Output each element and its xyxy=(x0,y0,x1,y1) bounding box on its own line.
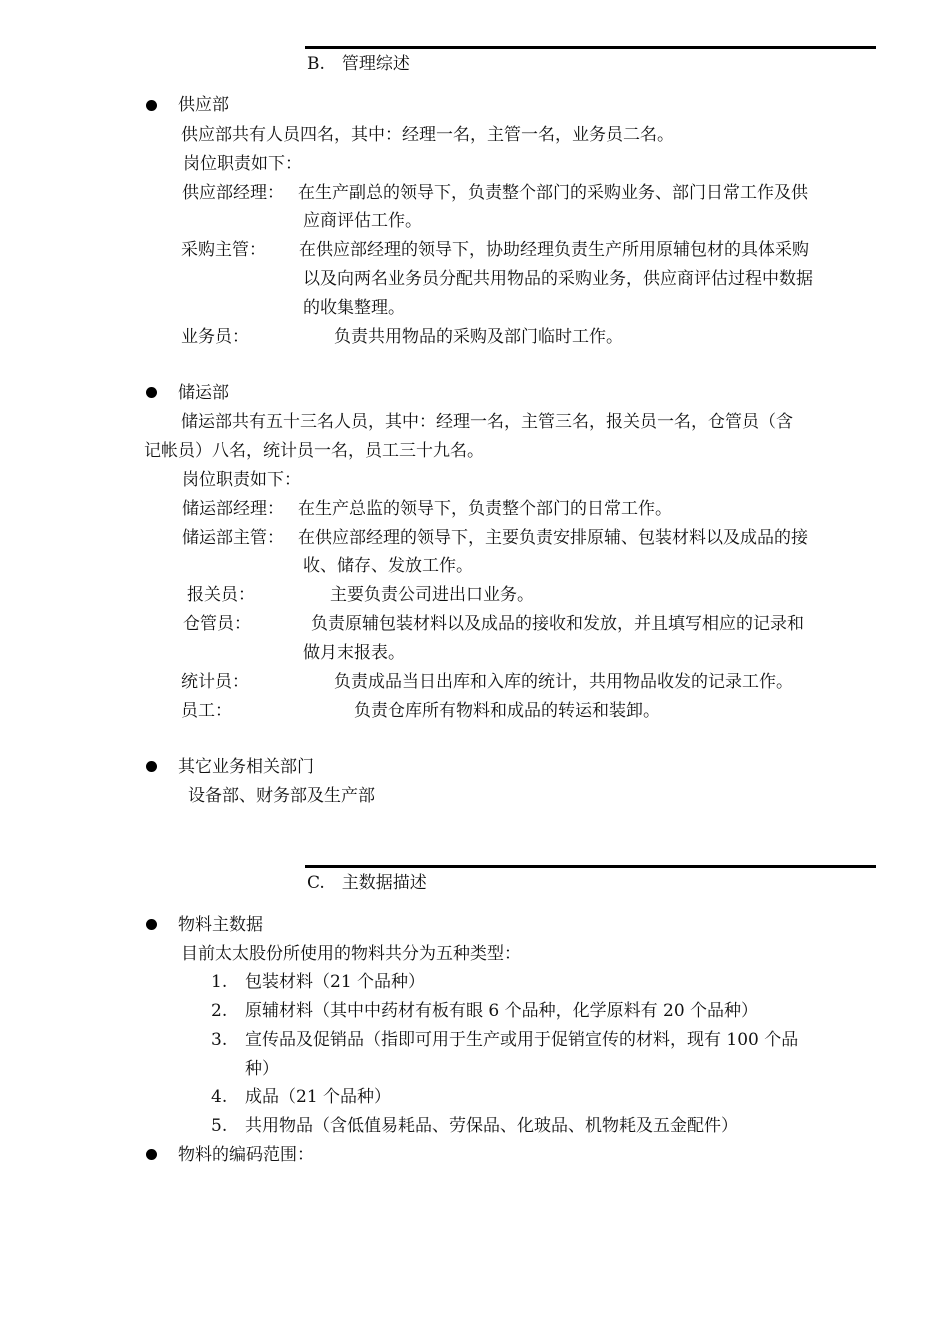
supply-duties-label: 岗位职责如下： xyxy=(183,154,302,174)
other-title: 其它业务相关部门 xyxy=(178,757,314,777)
storage-supervisor-duty: 在供应部经理的领导下，主要负责安排原辅、包装材料以及成品的接 xyxy=(298,528,808,548)
list-item: 原辅材料（其中中药材有板有眼 6 个品种，化学原料有 20 个品种） xyxy=(245,1001,759,1021)
storage-manager-duty: 在生产总监的领导下，负责整个部门的日常工作。 xyxy=(298,499,672,519)
storage-duties-label: 岗位职责如下： xyxy=(182,470,301,490)
stat-label: 统计员： xyxy=(181,672,249,692)
list-number: 5. xyxy=(211,1116,228,1136)
storage-manager-label: 储运部经理： xyxy=(182,499,284,519)
bullet-icon xyxy=(146,1149,157,1160)
material-title: 物料主数据 xyxy=(178,915,263,935)
storage-intro: 储运部共有五十三名人员，其中：经理一名，主管三名，报关员一名，仓管员（含 xyxy=(181,412,793,432)
section-b-heading: B. 管理综述 xyxy=(307,54,410,74)
staff-label: 员工： xyxy=(181,701,232,721)
list-number: 1. xyxy=(211,972,228,992)
list-item: 包装材料（21 个品种） xyxy=(245,972,426,992)
list-item: 共用物品（含低值易耗品、劳保品、化玻品、机物耗及五金配件） xyxy=(245,1116,738,1136)
storage-supervisor-label: 储运部主管： xyxy=(182,528,284,548)
storage-supervisor-duty-cont: 收、储存、发放工作。 xyxy=(303,556,473,576)
material-intro: 目前太太股份所使用的物料共分为五种类型： xyxy=(181,944,521,964)
section-b-rule xyxy=(305,46,876,49)
supply-supervisor-label: 采购主管： xyxy=(181,240,266,260)
staff-duty: 负责仓库所有物料和成品的转运和装卸。 xyxy=(354,701,660,721)
bullet-icon xyxy=(146,761,157,772)
supply-supervisor-duty-cont2: 的收集整理。 xyxy=(303,298,405,318)
list-item: 成品（21 个品种） xyxy=(245,1087,392,1107)
other-text: 设备部、财务部及生产部 xyxy=(188,786,375,806)
bullet-icon xyxy=(146,919,157,930)
keeper-label: 仓管员： xyxy=(183,614,251,634)
list-number: 4. xyxy=(211,1087,228,1107)
customs-duty: 主要负责公司进出口业务。 xyxy=(330,585,534,605)
list-item-cont: 种） xyxy=(245,1059,279,1079)
section-c-heading: C. 主数据描述 xyxy=(307,873,427,893)
bullet-icon xyxy=(146,387,157,398)
list-item: 宣传品及促销品（指即可用于生产或用于促销宣传的材料，现有 100 个品 xyxy=(245,1030,799,1050)
supply-clerk-label: 业务员： xyxy=(181,327,249,347)
keeper-duty: 负责原辅包装材料以及成品的接收和发放，并且填写相应的记录和 xyxy=(311,614,804,634)
bullet-icon xyxy=(146,100,157,111)
supply-supervisor-duty-cont: 以及向两名业务员分配共用物品的采购业务，供应商评估过程中数据 xyxy=(303,269,813,289)
keeper-duty-cont: 做月末报表。 xyxy=(303,643,405,663)
supply-intro: 供应部共有人员四名，其中：经理一名，主管一名，业务员二名。 xyxy=(181,125,674,145)
list-number: 2. xyxy=(211,1001,228,1021)
storage-intro-cont: 记帐员）八名，统计员一名，员工三十九名。 xyxy=(144,441,484,461)
supply-manager-duty: 在生产副总的领导下，负责整个部门的采购业务、部门日常工作及供 xyxy=(298,183,808,203)
section-c-rule xyxy=(305,865,876,868)
supply-manager-duty-cont: 应商评估工作。 xyxy=(303,211,422,231)
list-number: 3. xyxy=(211,1030,228,1050)
coding-title: 物料的编码范围： xyxy=(178,1145,314,1165)
stat-duty: 负责成品当日出库和入库的统计，共用物品收发的记录工作。 xyxy=(334,672,793,692)
supply-clerk-duty: 负责共用物品的采购及部门临时工作。 xyxy=(334,327,623,347)
supply-title: 供应部 xyxy=(178,95,229,115)
customs-label: 报关员： xyxy=(187,585,255,605)
supply-manager-label: 供应部经理： xyxy=(182,183,284,203)
supply-supervisor-duty: 在供应部经理的领导下，协助经理负责生产所用原辅包材的具体采购 xyxy=(299,240,809,260)
storage-title: 储运部 xyxy=(178,383,229,403)
